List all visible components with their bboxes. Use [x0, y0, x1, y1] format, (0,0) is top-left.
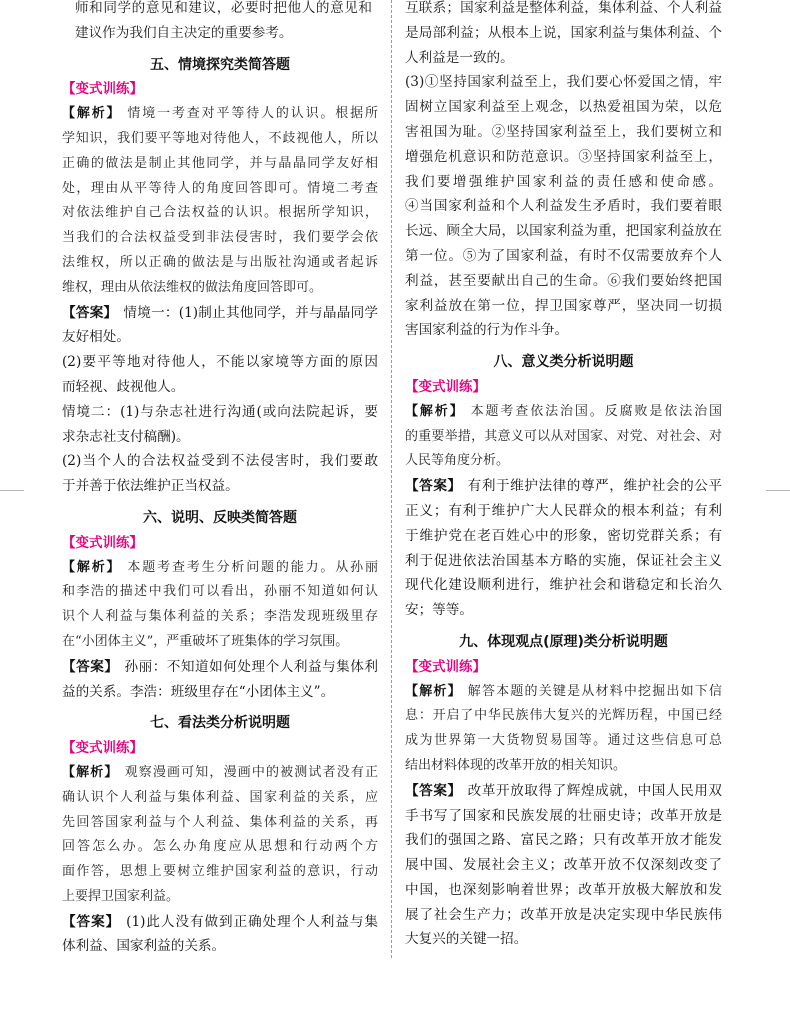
answer-block: [62, 910, 378, 960]
line-text: 人利益是一致的。: [405, 49, 514, 66]
line-text: (2)要平等地对待他人，不能以家境等方面的原因: [62, 354, 378, 371]
text-line: [405, 46, 722, 71]
text-line: [405, 729, 722, 754]
text-line: [405, 828, 722, 853]
text-line: [405, 680, 722, 705]
text-line: [62, 325, 378, 350]
text-line: [405, 70, 722, 95]
line-text: 而轻视、歧视他人。: [62, 378, 185, 395]
line-text: 害国家利益的行为作斗争。: [405, 322, 569, 339]
line-text: 有利于维护法律的尊严，维护社会的公平: [467, 478, 723, 495]
text-line: [405, 704, 722, 729]
answer-label: 【答案】: [62, 913, 121, 930]
paragraph: [62, 449, 378, 499]
text-line: [405, 219, 722, 244]
line-text: 识个人利益与集体利益的关系；李浩发现班级里存: [62, 609, 378, 625]
line-text: 当我们的合法权益受到非法侵害时，我们要学会依: [62, 230, 378, 246]
paragraph: [62, 761, 378, 910]
line-text: 处，理由从平等待人的角度回答即可。情境二考查: [62, 180, 378, 196]
text-line: [405, 269, 722, 294]
line-text: 长远、顾全大局，以国家利益为重，把国家利益放在: [405, 223, 722, 240]
variant-training-tag: 【变式训练】: [405, 658, 486, 675]
text-line: [62, 276, 378, 301]
line-text: 增强危机意识和防范意识。③坚持国家利益至上，: [405, 148, 722, 165]
analysis-block: [62, 102, 378, 300]
text-line: [62, 301, 378, 326]
text-line: [405, 449, 722, 474]
line-text: 观察漫画可知，漫画中的被测试者没有正: [124, 764, 378, 780]
line-text: (2)当个人的合法权益受到不法侵害时，我们要敢: [62, 453, 378, 470]
line-text: 法维权，所以正确的做法是与出版社沟通或者起诉: [62, 254, 378, 270]
line-text: 师和同学的意见和建议，必要时把他人的意见和: [75, 0, 372, 16]
paragraph: [62, 350, 378, 400]
line-text: 我们的强国之路、富民之路；只有改革开放才能发: [405, 832, 722, 849]
line-text: 在“小团体主义”，严重破坏了班集体的学习氛围。: [62, 633, 349, 649]
text-line: [75, 21, 372, 46]
line-text: 情境二：(1)与杂志社进行沟通(或向法院起诉，要: [62, 403, 378, 420]
text-line: [405, 779, 722, 804]
line-text: 改革开放取得了辉煌成就，中国人民用双: [467, 782, 723, 799]
line-text: 家利益放在第一位，捍卫国家尊严，坚决同一切损: [405, 297, 722, 314]
line-text: 学知识，我们要平等地对待他人，不歧视他人，所以: [62, 130, 378, 146]
text-line: [62, 786, 378, 811]
line-text: 中国，也深刻影响着世界；改革开放极大解放和发: [405, 881, 722, 898]
line-text: 人民等角度分析。: [405, 453, 510, 469]
line-text: (1)此人没有做到正确处理个人利益与集: [126, 913, 378, 930]
section-heading: 六、说明、反映类简答题: [143, 509, 297, 526]
text-line: [62, 630, 378, 655]
text-line: [405, 194, 722, 219]
line-text: 解答本题的关键是从材料中挖掘出如下信: [467, 683, 722, 699]
line-text: 固树立国家利益至上观念，以热爱祖国为荣，以危: [405, 99, 722, 116]
text-line: [62, 605, 378, 630]
line-text: 成为世界第一大货物贸易国等。通过这些信息可总: [405, 733, 722, 749]
text-line: [62, 835, 378, 860]
line-text: 害祖国为耻。②坚持国家利益至上，我们要树立和: [405, 123, 722, 140]
paragraph: [62, 910, 378, 960]
line-text: (3)①坚持国家利益至上，我们要心怀爱国之情，牢: [405, 74, 722, 91]
line-text: 安；等等。: [405, 602, 473, 619]
line-text: 第一位。⑤为了国家利益，有时不仅需要放弃个人: [405, 247, 722, 264]
text-line: [405, 0, 722, 21]
text-line: [405, 878, 722, 903]
line-text: 于维护党在老百姓心中的形象，密切党群关系；有: [405, 527, 722, 544]
paragraph: [62, 102, 378, 300]
answer-block: [62, 301, 378, 499]
analysis-label: 【解析】: [405, 403, 465, 419]
text-line: [405, 499, 722, 524]
continued-text: [62, 0, 378, 46]
paragraph: [62, 301, 378, 351]
text-line: [62, 761, 378, 786]
text-line: [405, 804, 722, 829]
text-line: [62, 177, 378, 202]
text-line: [405, 145, 722, 170]
text-line: [405, 95, 722, 120]
text-line: [62, 102, 378, 127]
question-section: [405, 630, 722, 952]
variant-training-tag: 【变式训练】: [62, 81, 143, 98]
text-line: [405, 754, 722, 779]
text-line: [405, 549, 722, 574]
analysis-label: 【解析】: [62, 106, 122, 122]
line-text: 展了社会生产力；改革开放是决定实现中华民族伟: [405, 906, 722, 923]
section-heading: 五、情境探究类简答题: [150, 56, 290, 73]
line-text: 正义；有利于维护广大人民群众的根本利益；有利: [405, 502, 722, 519]
text-line: [62, 811, 378, 836]
continued-text: [405, 0, 722, 343]
text-line: [62, 375, 378, 400]
answer-label: 【答案】: [62, 658, 119, 675]
section-heading: 七、看法类分析说明题: [150, 715, 290, 732]
text-line: [62, 350, 378, 375]
line-text: 手书写了国家和民族发展的壮丽史诗；改革开放是: [405, 807, 722, 824]
paragraph: [405, 400, 722, 474]
text-line: [405, 318, 722, 343]
text-line: [62, 885, 378, 910]
line-text: 求杂志社支付稿酬)。: [62, 428, 190, 445]
line-text: 益的关系。李浩：班级里存在“小团体主义”。: [62, 683, 335, 700]
line-text: 确认识个人利益与集体利益、国家利益的关系，应: [62, 789, 378, 805]
line-text: 上要捍卫国家利益。: [62, 888, 180, 904]
analysis-block: [405, 680, 722, 779]
text-line: [405, 903, 722, 928]
text-line: [405, 598, 722, 623]
line-text: 情境一考查对平等待人的认识。根据所: [127, 106, 378, 122]
paragraph: [62, 655, 378, 705]
line-text: 体利益、国家利益的关系。: [62, 938, 226, 955]
variant-training-tag: 【变式训练】: [62, 534, 143, 551]
question-section: [62, 506, 378, 704]
paragraph: [405, 779, 722, 953]
text-line: [62, 655, 378, 680]
variant-training-tag: 【变式训练】: [62, 740, 143, 757]
answer-block: [62, 655, 378, 705]
text-line: [62, 425, 378, 450]
line-text: 互联系；国家利益是整体利益，集体利益、个人利益: [405, 0, 722, 16]
analysis-block: [405, 400, 722, 474]
line-text: 大复兴的关键一招。: [405, 931, 528, 948]
line-text: 于并善于依法维护正当权益。: [62, 478, 239, 495]
paragraph: [405, 474, 722, 623]
analysis-block: [62, 556, 378, 655]
line-text: 维权，理由从依法维权的做法角度回答即可。: [62, 279, 323, 295]
text-line: [405, 244, 722, 269]
text-line: [62, 556, 378, 581]
text-line: [62, 251, 378, 276]
answer-label: 【答案】: [405, 782, 462, 799]
line-text: 本题考查考生分析问题的能力。从孙丽: [127, 559, 378, 575]
text-line: [405, 170, 722, 195]
text-line: [405, 524, 722, 549]
text-line: [405, 425, 722, 450]
analysis-label: 【解析】: [405, 683, 462, 699]
text-line: [62, 910, 378, 935]
section-heading: 八、意义类分析说明题: [493, 354, 634, 371]
question-section: [62, 711, 378, 959]
line-text: 的重要举措，其意义可以从对国家、对党、对社会、对: [405, 428, 722, 444]
crop-mark-left: [0, 490, 24, 491]
text-line: [405, 573, 722, 598]
line-text: 本题考查依法治国。反腐败是依法治国: [470, 403, 722, 419]
text-line: [62, 201, 378, 226]
right-column: [405, 0, 722, 952]
text-line: [75, 0, 372, 21]
column-divider: [391, 0, 392, 958]
variant-training-tag: 【变式训练】: [405, 378, 486, 395]
text-line: [62, 474, 378, 499]
paragraph: [405, 680, 722, 779]
line-text: 孙丽：不知道如何处理个人利益与集体利: [124, 658, 379, 675]
analysis-label: 【解析】: [62, 764, 119, 780]
text-line: [62, 152, 378, 177]
answer-label: 【答案】: [405, 478, 462, 495]
text-line: [62, 934, 378, 959]
text-line: [62, 400, 378, 425]
analysis-label: 【解析】: [62, 559, 122, 575]
text-line: [62, 680, 378, 705]
left-column: [62, 0, 378, 959]
line-text: 利益，甚至要献出自己的生命。⑥我们要始终把国: [405, 272, 722, 289]
line-text: 面作答，思想上要树立维护国家利益的意识，行动: [62, 864, 378, 880]
text-line: [405, 927, 722, 952]
text-line: [405, 21, 722, 46]
line-text: 情境一：(1)制止其他同学，并与晶晶同学: [123, 304, 379, 321]
text-line: [405, 400, 722, 425]
text-line: [62, 449, 378, 474]
paragraph: [62, 400, 378, 450]
crop-mark-right: [766, 490, 790, 491]
line-text: 回答怎么办。怎么办角度应从思想和行动两个方: [62, 839, 378, 855]
paragraph: [405, 0, 722, 70]
text-line: [62, 580, 378, 605]
line-text: 我们要增强维护国家利益的责任感和使命感。: [405, 173, 722, 190]
text-line: [62, 860, 378, 885]
line-text: 利于促进依法治国基本方略的实施，保证社会主义: [405, 552, 722, 569]
paragraph: [62, 556, 378, 655]
answer-label: 【答案】: [62, 304, 118, 321]
line-text: 和李浩的描述中我们可以看出，孙丽不知道如何认: [62, 584, 378, 600]
line-text: ④当国家利益和个人利益发生矛盾时，我们要着眼: [405, 198, 722, 215]
line-text: 现代化建设顺利进行，维护社会和谐稳定和长治久: [405, 577, 722, 594]
text-line: [62, 226, 378, 251]
text-line: [405, 474, 722, 499]
paragraph: [75, 0, 372, 46]
line-text: 先回答国家利益与个人利益、集体利益的关系，再: [62, 814, 378, 830]
paragraph: [405, 70, 722, 343]
line-text: 友好相处。: [62, 329, 130, 346]
line-text: 正确的做法是制止其他同学，并与晶晶同学友好相: [62, 155, 378, 171]
text-line: [405, 853, 722, 878]
line-text: 对依法维护自己合法权益的认识。根据所学知识，: [62, 205, 378, 221]
text-line: [405, 120, 722, 145]
line-text: 息：开启了中华民族伟大复兴的光辉历程，中国已经: [405, 708, 722, 724]
section-heading: 九、体现观点(原理)类分析说明题: [459, 633, 668, 650]
question-section: [405, 350, 722, 623]
line-text: 是局部利益；从根本上说，国家利益与集体利益、个: [405, 24, 722, 41]
answer-block: [405, 474, 722, 623]
line-text: 结出材料体现的改革开放的相关知识。: [405, 757, 627, 773]
line-text: 展中国、发展社会主义；改革开放不仅深刻改变了: [405, 857, 722, 874]
answer-block: [405, 779, 722, 953]
text-line: [405, 294, 722, 319]
line-text: 建议作为我们自主决定的重要参考。: [75, 24, 293, 41]
question-section: [62, 53, 378, 499]
analysis-block: [62, 761, 378, 910]
text-line: [62, 127, 378, 152]
